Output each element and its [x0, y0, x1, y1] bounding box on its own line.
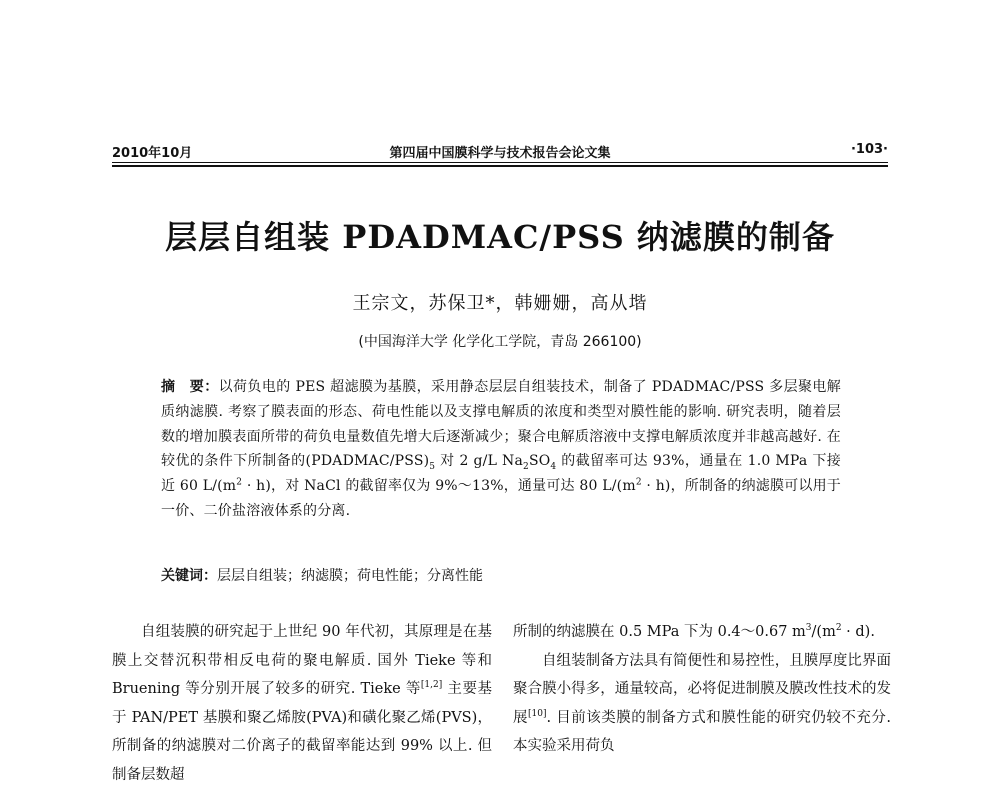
subscript: 5 — [429, 462, 436, 473]
running-header — [112, 138, 888, 164]
affiliation: (中国海洋大学 化学化工学院，青岛 266100) — [358, 334, 642, 350]
header-page-number: ·103· — [850, 142, 888, 157]
header-proceedings-title: 第四届中国膜科学与技术报告会论文集 — [389, 146, 611, 161]
abstract-text: · h)，所制备的纳滤膜可以用于一价、二价盐溶液体系的分离. — [161, 478, 841, 519]
paper-title: 层层自组装 PDADMAC/PSS 纳滤膜的制备 — [165, 218, 835, 256]
abstract-text: 的截留率可达 93%，通量在 1.0 MPa 下接近 60 L/(m — [161, 453, 841, 495]
body-paragraph — [513, 647, 891, 761]
keywords-label: 关键词： — [161, 568, 217, 584]
body-column-left — [112, 618, 492, 789]
body-column-right — [513, 618, 891, 761]
superscript: 2 — [835, 623, 842, 634]
abstract — [161, 375, 841, 524]
header-date: 2010年10月 — [112, 146, 193, 161]
header-rule-thin — [112, 162, 888, 163]
body-text: /(m — [811, 624, 836, 640]
body-text: 所制的纳滤膜在 0.5 MPa 下为 0.4～0.67 m — [513, 624, 806, 640]
citation: [1,2] — [420, 680, 443, 691]
superscript: 3 — [805, 623, 812, 634]
keywords-text: 层层自组装；纳滤膜；荷电性能；分离性能 — [217, 568, 483, 584]
author-list: 王宗文，苏保卫*，韩姗姗，高从堦 — [352, 293, 648, 314]
body-text: . 目前该类膜的制备方式和膜性能的研究仍较不充分. 本实验采用荷负 — [513, 709, 892, 754]
citation: [10] — [528, 708, 547, 719]
keywords — [161, 565, 841, 587]
abstract-text: SO — [528, 453, 551, 470]
abstract-text: · h)，对 NaCl 的截留率仅为 9%～13%，通量可达 80 L/(m — [242, 478, 636, 495]
abstract-text: 以荷负电的 PES 超滤膜为基膜，采用静态层层自组装技术，制备了 PDADMAC/PSS 多层聚电解质纳滤膜. 考察了膜表面的形态、荷电性能以及支撑电解质的浓度和类型对膜性能的影响. 研究表明，随着层数的增加膜表面所带的荷负电量数值先增大后逐渐减少；聚合电解质溶液中支撑电解质浓度并非越高越好. 在较优的条件下所制备的(PDADMAC/PSS) — [161, 379, 841, 470]
body-text: 自组装制备方法具有简便性和易控性，且膜厚度比界面聚合膜小得多，通量较高，必将促进制膜及膜改性技术的发展 — [513, 652, 891, 726]
body-text: 主要基于 PAN/PET 基膜和聚乙烯胺(PVA)和磺化聚乙烯(PVS)，所制备的纳滤膜对二价离子的截留率能达到 99% 以上. 但制备层数超 — [112, 681, 492, 783]
abstract-text: 对 2 g/L Na — [435, 453, 523, 470]
abstract-label: 摘 要： — [161, 379, 219, 395]
header-rule-thick — [112, 165, 888, 167]
body-paragraph — [513, 618, 891, 647]
subscript: 2 — [523, 462, 529, 473]
body-text: · d). — [841, 624, 875, 640]
body-text: 自组装膜的研究起于上世纪 90 年代初，其原理是在基膜上交替沉积带相反电荷的聚电解质. 国外 Tieke 等和 Bruening 等分别开展了较多的研究. Tieke 等 — [112, 624, 492, 697]
body-paragraph — [112, 618, 492, 789]
subscript: 4 — [550, 462, 557, 473]
superscript: 2 — [635, 477, 642, 488]
superscript: 2 — [236, 477, 243, 488]
